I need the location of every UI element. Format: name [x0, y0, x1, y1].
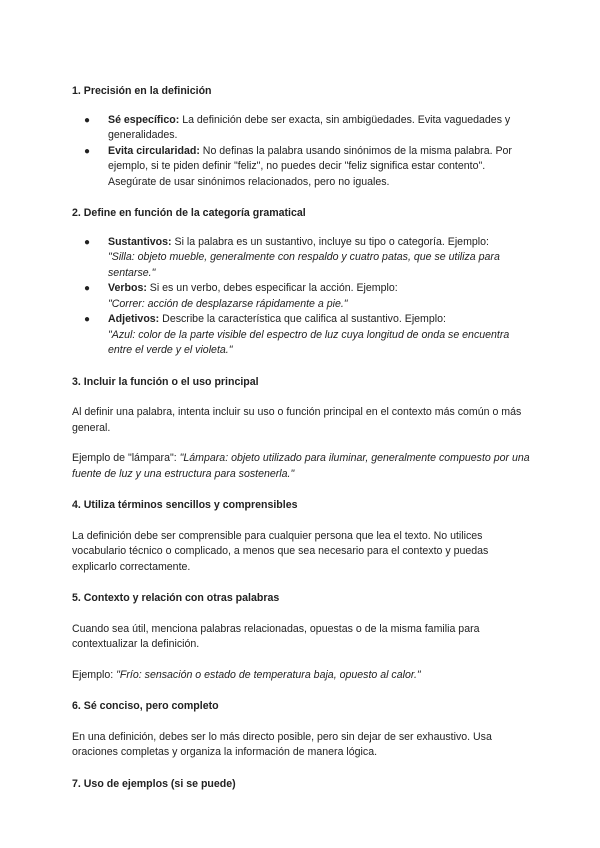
section-3-title: 3. Incluir la función o el uso principal — [72, 375, 259, 388]
bullet-icon: ● — [84, 145, 91, 157]
example-prefix: Ejemplo: — [72, 668, 117, 681]
item-label: Adjetivos: — [108, 313, 160, 325]
section-7-title: 7. Uso de ejemplos (si se puede) — [72, 777, 236, 790]
section-2-title: 2. Define en función de la categoría gramatical — [72, 207, 306, 219]
example-text: "Frío: sensación o estado de temperatura baja, opuesto al calor." — [116, 668, 421, 681]
section-4-paragraph: La definición debe ser comprensible para cualquier persona que lea el texto. No utilices vocabulario técnico o complicado, a menos que sea necesario para el contexto y puedas explicarlo correctamente. — [72, 529, 489, 573]
item-label: Sustantivos: — [108, 235, 172, 248]
item-example: "Silla: objeto mueble, generalmente con respaldo y cuatro patas, que se utiliza para sentarse." — [108, 251, 500, 279]
section-3-example — [72, 451, 534, 482]
item-text: Describe la característica que califica al sustantivo. Ejemplo: — [159, 313, 446, 325]
list-item — [72, 144, 534, 191]
section-5-paragraph: Cuando sea útil, menciona palabras relacionadas, opuestas o de la misma familia para contextualizar la definición. — [72, 622, 480, 650]
list-item — [72, 235, 534, 282]
bullet-icon: ● — [84, 114, 91, 126]
document-body — [72, 84, 534, 792]
section-5-title: 5. Contexto y relación con otras palabras — [72, 592, 280, 604]
item-text: Si es un verbo, debes especificar la acción. Ejemplo: — [146, 282, 398, 294]
list-item — [72, 281, 534, 312]
section-1-title: 1. Precisión en la definición — [72, 85, 212, 97]
item-example: "Correr: acción de desplazarse rápidamente a pie." — [108, 297, 348, 310]
item-label: Evita circularidad: — [108, 144, 200, 157]
item-text: No definas la palabra usando sinónimos de la misma palabra. Por ejemplo, si te piden definir "feliz", no puedes decir "feliz significa estar contento". Asegúrate de usar sinónimos relacionados, pero no iguales. — [108, 144, 512, 188]
bullet-icon: ● — [84, 236, 91, 248]
item-label: Verbos: — [108, 282, 147, 294]
section-4-title: 4. Utiliza términos sencillos y comprensibles — [72, 499, 298, 511]
list-item — [72, 113, 534, 144]
bullet-icon: ● — [84, 283, 91, 294]
example-prefix: Ejemplo de "lámpara": — [72, 452, 180, 464]
section-2-list — [72, 235, 534, 359]
example-text: "Lámpara: objeto utilizado para iluminar, generalmente compuesto por una fuente de luz y una estructura para sostenerla." — [72, 452, 530, 480]
item-example: "Azul: color de la parte visible del espectro de luz cuya longitud de onda se encuentra entre el verde y el violeta." — [108, 328, 510, 356]
item-label: Sé específico: — [108, 113, 180, 126]
bullet-icon: ● — [84, 314, 91, 325]
section-6-title: 6. Sé conciso, pero completo — [72, 700, 219, 712]
section-5-example — [72, 668, 534, 684]
item-text: La definición debe ser exacta, sin ambigüedades. Evita vaguedades y generalidades. — [108, 113, 511, 141]
section-3-paragraph: Al definir una palabra, intenta incluir su uso o función principal en el contexto más común o más general. — [72, 406, 522, 434]
list-item — [72, 312, 534, 359]
section-1-list — [72, 113, 534, 191]
item-text: Si la palabra es un sustantivo, incluye su tipo o categoría. Ejemplo: — [171, 235, 489, 248]
section-6-paragraph: En una definición, debes ser lo más directo posible, pero sin dejar de ser exhaustivo. Usa oraciones completas y organiza la información de manera lógica. — [72, 730, 492, 758]
